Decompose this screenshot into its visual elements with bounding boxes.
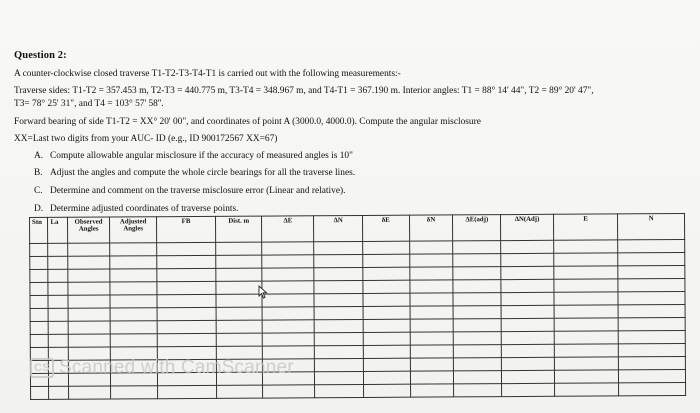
table-cell bbox=[157, 320, 217, 333]
table-cell bbox=[618, 278, 685, 291]
table-cell bbox=[410, 293, 454, 306]
col-header-small-delta-n: δN bbox=[409, 215, 453, 241]
table-cell bbox=[363, 306, 410, 319]
table-cell bbox=[453, 306, 501, 319]
table-cell bbox=[454, 384, 502, 397]
table-cell bbox=[314, 241, 363, 254]
table-cell bbox=[216, 294, 262, 307]
part-a-text: Compute allowable angular misclosure if the accuracy of measured angles is 10" bbox=[50, 151, 353, 161]
table-cell bbox=[262, 307, 314, 320]
col-header-delta-e-adj: ΔE(adj) bbox=[453, 215, 501, 241]
table-cell bbox=[502, 344, 555, 357]
table-cell bbox=[363, 384, 410, 397]
table-cell bbox=[48, 269, 67, 282]
table-cell bbox=[501, 292, 554, 305]
table-cell bbox=[110, 256, 156, 269]
table-cell bbox=[501, 331, 554, 344]
table-cell bbox=[410, 358, 454, 371]
table-cell bbox=[554, 370, 619, 383]
table-cell bbox=[501, 253, 554, 266]
table-cell bbox=[216, 281, 262, 294]
table-cell bbox=[68, 321, 111, 334]
table-cell bbox=[216, 320, 262, 333]
table-cell bbox=[363, 358, 410, 371]
col-header-small-delta-e: δE bbox=[362, 215, 409, 241]
table-cell bbox=[49, 386, 68, 399]
table-cell bbox=[618, 304, 685, 317]
table-cell bbox=[110, 282, 156, 295]
table-cell bbox=[453, 241, 501, 254]
table-cell bbox=[68, 295, 111, 308]
table-cell bbox=[554, 357, 619, 370]
table-cell bbox=[553, 240, 618, 253]
table-cell bbox=[314, 293, 363, 306]
table-cell bbox=[30, 282, 49, 295]
table-cell bbox=[30, 321, 49, 334]
table-cell bbox=[554, 344, 619, 357]
part-b bbox=[34, 168, 355, 178]
table-cell bbox=[216, 255, 262, 268]
table-cell bbox=[363, 280, 410, 293]
table-cell bbox=[314, 267, 363, 280]
table-cell bbox=[454, 319, 502, 332]
watermark-text: Scanned with CamScanner bbox=[59, 357, 294, 378]
table-cell bbox=[30, 308, 49, 321]
table-cell bbox=[157, 333, 217, 346]
table-cell bbox=[111, 334, 157, 347]
table-cell bbox=[363, 345, 410, 358]
table-cell bbox=[48, 295, 67, 308]
table-header-row bbox=[30, 213, 685, 243]
table-cell bbox=[67, 256, 110, 269]
table-cell bbox=[157, 268, 217, 281]
table-cell bbox=[315, 345, 364, 358]
part-c-text: Determine and comment on the traverse misclosure error (Linear and relative). bbox=[50, 186, 346, 196]
col-header-delta-n: ΔN bbox=[314, 215, 363, 241]
table-cell bbox=[216, 333, 262, 346]
table-cell bbox=[68, 282, 111, 295]
table-cell bbox=[454, 332, 502, 345]
table-cell bbox=[410, 345, 454, 358]
table-cell bbox=[30, 269, 49, 282]
table-cell bbox=[315, 384, 364, 397]
traverse-sides-line-1: Traverse sides: T1-T2 = 357.453 m, T2-T3 = 440.775 m, T3-T4 = 348.967 m, and T4-T1 = 367.190 m. Interior angles: T1 = 88° 14' 44", T2 = 89° 20' 47", bbox=[14, 86, 594, 96]
table-cell bbox=[553, 253, 618, 266]
part-a bbox=[34, 151, 353, 161]
table-cell bbox=[30, 295, 49, 308]
table-cell bbox=[501, 266, 554, 279]
table-cell bbox=[618, 291, 685, 304]
xx-definition-line: XX=Last two digits from your AUC- ID (e.g., ID 900172567 XX=67) bbox=[14, 134, 278, 144]
table-cell bbox=[262, 294, 314, 307]
table-cell bbox=[501, 305, 554, 318]
table-cell bbox=[262, 268, 314, 281]
table-cell bbox=[30, 334, 49, 347]
table-cell bbox=[216, 268, 262, 281]
table-cell bbox=[363, 319, 410, 332]
table-cell bbox=[454, 371, 502, 384]
table-cell bbox=[156, 242, 216, 255]
table-cell bbox=[502, 357, 555, 370]
table-cell bbox=[454, 358, 502, 371]
table-cell bbox=[619, 382, 686, 395]
table-cell bbox=[410, 371, 454, 384]
table-cell bbox=[110, 269, 156, 282]
table-cell bbox=[111, 308, 157, 321]
table-cell bbox=[554, 292, 619, 305]
table-cell bbox=[156, 255, 216, 268]
part-b-key: B. bbox=[34, 168, 43, 178]
table-cell bbox=[554, 305, 619, 318]
part-b-text: Adjust the angles and compute the whole circle bearings for all the traverse lines. bbox=[50, 168, 356, 178]
table-cell bbox=[216, 307, 262, 320]
table-cell bbox=[315, 319, 364, 332]
col-header-n: N bbox=[618, 213, 685, 239]
table-cell bbox=[501, 318, 554, 331]
table-cell bbox=[410, 306, 454, 319]
table-cell bbox=[48, 282, 67, 295]
table-cell bbox=[619, 317, 686, 330]
table-cell bbox=[410, 384, 454, 397]
table-cell bbox=[619, 356, 686, 369]
table-cell bbox=[217, 385, 263, 398]
col-header-adjusted-angles: Adjusted Angles bbox=[110, 217, 156, 243]
table-cell bbox=[315, 371, 364, 384]
table-cell bbox=[454, 345, 502, 358]
table-cell bbox=[110, 243, 156, 256]
table-cell bbox=[409, 280, 453, 293]
col-header-delta-n-adj: ΔN(Adj) bbox=[501, 214, 554, 240]
table-cell bbox=[453, 267, 501, 280]
col-header-delta-e: ΔE bbox=[262, 216, 314, 242]
table-cell bbox=[554, 279, 619, 292]
table-cell bbox=[157, 385, 217, 398]
table-cell bbox=[263, 385, 315, 398]
part-c bbox=[34, 186, 345, 196]
table-cell bbox=[48, 243, 67, 256]
table-cell bbox=[363, 267, 410, 280]
table-cell bbox=[409, 241, 453, 254]
table-cell bbox=[110, 295, 156, 308]
table-cell bbox=[314, 280, 363, 293]
table-cell bbox=[618, 239, 685, 252]
table-cell bbox=[363, 254, 410, 267]
table-cell bbox=[315, 306, 364, 319]
table-cell bbox=[618, 265, 685, 278]
col-header-la: La bbox=[48, 217, 67, 243]
part-a-key: A. bbox=[34, 151, 44, 161]
col-header-fb: FB bbox=[156, 216, 216, 242]
bearing-line: Forward bearing of side T1-T2 = XX° 20' 00", and coordinates of point A (3000.0, 4000.0). Compute the angular misclosure bbox=[14, 117, 481, 127]
table-cell bbox=[111, 386, 157, 399]
table-cell bbox=[501, 240, 554, 253]
table-cell bbox=[409, 267, 453, 280]
table-cell bbox=[30, 256, 49, 269]
part-d-key: D. bbox=[34, 204, 44, 214]
table-cell bbox=[68, 269, 111, 282]
question-title: Question 2: bbox=[14, 50, 67, 61]
table-cell bbox=[501, 279, 554, 292]
table-cell bbox=[111, 321, 157, 334]
table-cell bbox=[157, 281, 217, 294]
table-cell bbox=[363, 241, 410, 254]
camscanner-logo-icon: CS bbox=[30, 358, 54, 378]
table-cell bbox=[363, 371, 410, 384]
table-cell bbox=[67, 243, 110, 256]
table-cell bbox=[262, 281, 314, 294]
table-cell bbox=[363, 332, 410, 345]
table-cell bbox=[502, 383, 555, 396]
table-cell bbox=[49, 334, 68, 347]
table-cell bbox=[157, 307, 217, 320]
table-cell bbox=[263, 333, 315, 346]
part-d bbox=[34, 204, 238, 214]
table-cell bbox=[554, 331, 619, 344]
table-cell bbox=[410, 332, 454, 345]
traverse-sides-line-2: T3= 78° 25' 31", and T4 = 103° 57' 58''. bbox=[14, 99, 164, 109]
table-cell bbox=[49, 308, 68, 321]
table-cell bbox=[31, 386, 50, 399]
table-cell bbox=[262, 242, 314, 255]
table-cell bbox=[49, 321, 68, 334]
table-cell bbox=[30, 243, 49, 256]
question-intro: A counter-clockwise closed traverse T1-T2-T3-T4-T1 is carried out with the following measurements:- bbox=[14, 69, 401, 79]
part-d-text: Determine adjusted coordinates of traverse points. bbox=[50, 204, 239, 214]
table-cell bbox=[68, 386, 111, 399]
table-cell bbox=[619, 369, 686, 382]
table-cell bbox=[157, 294, 217, 307]
table-cell bbox=[453, 254, 501, 267]
table-cell bbox=[554, 318, 619, 331]
table-cell bbox=[619, 343, 686, 356]
table-cell bbox=[502, 370, 555, 383]
mouse-cursor-icon bbox=[258, 285, 268, 299]
camscanner-watermark bbox=[30, 357, 294, 379]
table-cell bbox=[409, 254, 453, 267]
table-cell bbox=[262, 255, 314, 268]
table-cell bbox=[363, 293, 410, 306]
table-cell bbox=[554, 266, 619, 279]
table-cell bbox=[48, 256, 67, 269]
col-header-stn: Stn bbox=[30, 217, 49, 243]
table-cell bbox=[68, 308, 111, 321]
table-cell bbox=[410, 319, 454, 332]
table-cell bbox=[216, 242, 262, 255]
table-cell bbox=[314, 254, 363, 267]
table-cell bbox=[315, 358, 364, 371]
table-cell bbox=[453, 280, 501, 293]
table-cell bbox=[315, 332, 364, 345]
col-header-e: E bbox=[553, 214, 618, 240]
col-header-dist: Dist. m bbox=[216, 216, 262, 242]
part-c-key: C. bbox=[34, 186, 43, 196]
table-cell bbox=[68, 334, 111, 347]
col-header-observed-angles: Observed Angles bbox=[67, 217, 110, 243]
table-cell bbox=[618, 252, 685, 265]
table-cell bbox=[619, 330, 686, 343]
table-row bbox=[31, 382, 686, 399]
table-cell bbox=[262, 320, 314, 333]
table-cell bbox=[453, 293, 501, 306]
table-cell bbox=[554, 383, 619, 396]
